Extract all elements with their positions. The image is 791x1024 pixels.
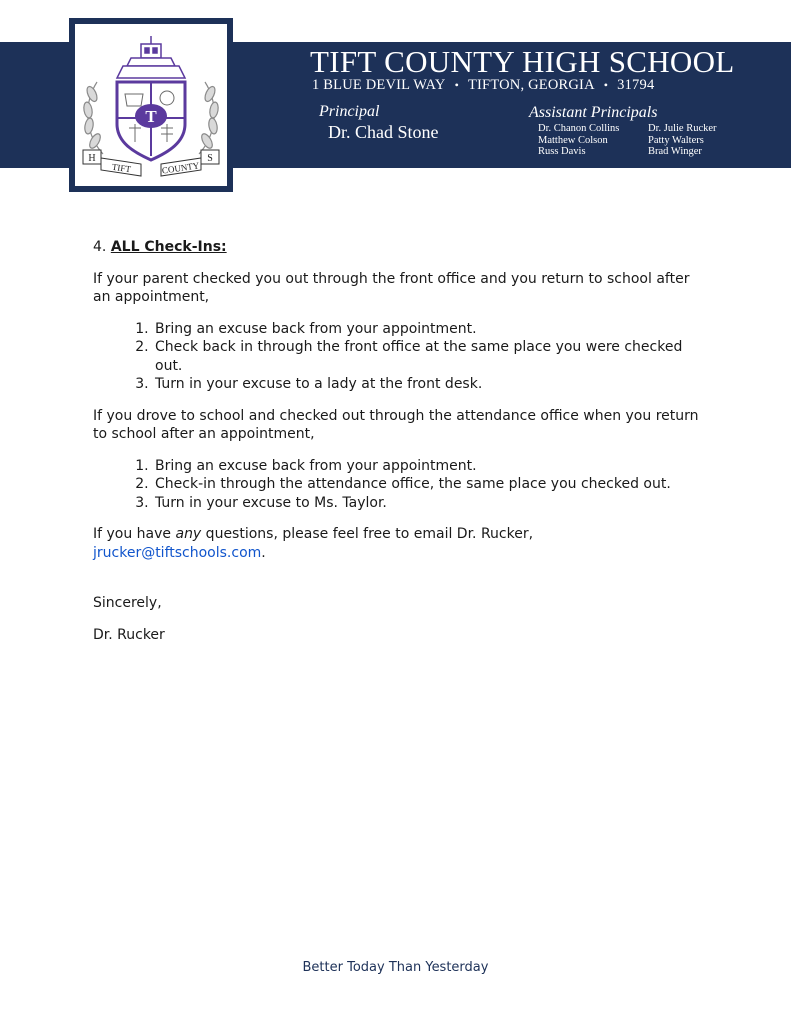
list-item: 1. Bring an excuse back from your appointment. xyxy=(153,457,703,476)
separator-dot: • xyxy=(603,78,609,92)
assistant-principals-label: Assistant Principals xyxy=(529,104,658,121)
principal-name: Dr. Chad Stone xyxy=(328,122,439,142)
assistant-principal-name: Dr. Julie Rucker xyxy=(648,123,717,134)
questions-text-start: If you have xyxy=(93,526,176,542)
address-city: TIFTON, GEORGIA xyxy=(467,77,595,93)
paragraph-questions xyxy=(93,525,703,562)
svg-text:TIFT: TIFT xyxy=(111,161,132,175)
section-title: ALL Check-Ins: xyxy=(110,239,227,255)
list-item: 3. Turn in your excuse to a lady at the front desk. xyxy=(153,375,703,394)
school-name: TIFT COUNTY HIGH SCHOOL xyxy=(310,44,735,79)
signature: Dr. Rucker xyxy=(93,626,165,643)
school-crest xyxy=(75,24,227,186)
assistant-principal-name: Russ Davis xyxy=(538,146,586,157)
assistant-principals-column-2 xyxy=(648,123,717,158)
section-number: 4. xyxy=(93,239,107,255)
principal-label: Principal xyxy=(319,103,380,120)
list-item: 1. Bring an excuse back from your appointment. xyxy=(153,320,703,339)
paragraph-front-office: If your parent checked you out through the front office and you return to school after an appointment, xyxy=(93,270,690,305)
assistant-principals-column-1 xyxy=(538,123,619,158)
questions-emphasis: any xyxy=(175,526,202,542)
list-item: 2. Check back in through the front office at the same place you were checked out. xyxy=(153,338,703,375)
assistant-principal-name: Brad Winger xyxy=(648,146,702,157)
assistant-principal-name: Patty Walters xyxy=(648,134,704,146)
address-street: 1 BLUE DEVIL WAY xyxy=(312,77,446,93)
svg-text:H: H xyxy=(88,153,96,164)
assistant-principal-name: Matthew Colson xyxy=(538,134,608,146)
email-period: . xyxy=(261,544,266,561)
front-office-steps xyxy=(93,320,703,394)
list-item: 2. Check-in through the attendance office, the same place you checked out. xyxy=(153,475,703,494)
school-crest-frame xyxy=(69,18,233,192)
svg-text:S: S xyxy=(207,153,213,164)
paragraph-attendance-office: If you drove to school and checked out through the attendance office when you return to school after an appointment, xyxy=(93,407,699,442)
assistant-principal-name: Dr. Chanon Collins xyxy=(538,123,620,134)
section-heading xyxy=(93,238,703,257)
svg-text:T: T xyxy=(145,107,157,126)
footer-motto: Better Today Than Yesterday xyxy=(302,960,489,975)
address-zip: 31794 xyxy=(617,77,655,93)
email-link[interactable]: jrucker@tiftschools.com xyxy=(93,544,262,561)
closing: Sincerely, xyxy=(93,595,162,611)
school-address xyxy=(312,77,654,94)
crest-icon xyxy=(75,24,227,186)
svg-text:COUNTY: COUNTY xyxy=(161,160,200,176)
letter-body xyxy=(93,238,703,657)
questions-text-end: questions, please feel free to email Dr. Rucker, xyxy=(201,526,534,542)
spacer xyxy=(93,575,703,594)
attendance-office-steps xyxy=(93,457,703,513)
separator-dot: • xyxy=(454,78,459,92)
list-item: 3. Turn in your excuse to Ms. Taylor. xyxy=(153,494,703,513)
